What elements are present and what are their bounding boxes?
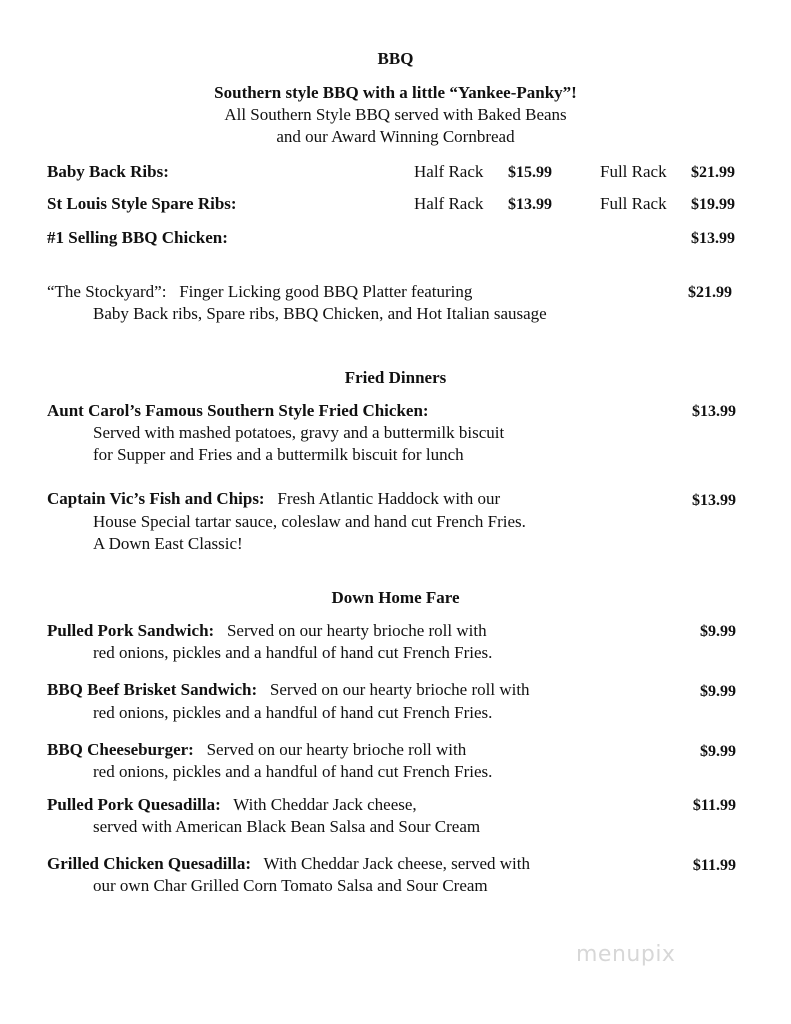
full-rack-price: $21.99 [691, 164, 735, 181]
menupix-watermark: menupix [576, 942, 676, 967]
half-rack-label: Half Rack [414, 194, 484, 213]
item-name: BBQ Beef Brisket Sandwich: [47, 680, 258, 699]
item-line1 [47, 489, 500, 509]
bbq-description-line2: and our Award Winning Cornbread [276, 127, 515, 146]
bbq-tagline: Southern style BBQ with a little “Yankee-Panky”! [214, 83, 577, 102]
item-name: St Louis Style Spare Ribs: [47, 194, 237, 213]
item-name: Captain Vic’s Fish and Chips: [47, 489, 265, 508]
section-title-down-home-fare: Down Home Fare [331, 588, 460, 607]
item-description-line2: our own Char Grilled Corn Tomato Salsa and Sour Cream [93, 876, 488, 895]
item-price: $9.99 [700, 623, 736, 640]
half-rack-label: Half Rack [414, 162, 484, 181]
half-rack-price: $15.99 [508, 164, 552, 181]
section-title-fried-dinners: Fried Dinners [344, 368, 447, 387]
item-price: $11.99 [692, 857, 736, 874]
item-description-line1: Served with mashed potatoes, gravy and a buttermilk biscuit [93, 423, 505, 442]
bbq-description-line1: All Southern Style BBQ served with Baked Beans [224, 105, 567, 124]
item-price: $13.99 [692, 492, 736, 509]
item-line1 [47, 795, 417, 815]
item-line1 [47, 621, 487, 641]
item-description-line2: Baby Back ribs, Spare ribs, BBQ Chicken, and Hot Italian sausage [93, 304, 547, 323]
section-title-bbq: BBQ [377, 49, 414, 68]
item-name: Pulled Pork Quesadilla: [47, 795, 221, 814]
item-description-line2: red onions, pickles and a handful of hand cut French Fries. [93, 643, 493, 662]
item-description-line2: House Special tartar sauce, coleslaw and hand cut French Fries. [93, 512, 526, 531]
item-name: Grilled Chicken Quesadilla: [47, 854, 252, 873]
item-description-line1: Served on our hearty brioche roll with [226, 621, 487, 640]
item-line1 [47, 854, 530, 874]
full-rack-label: Full Rack [600, 162, 667, 181]
item-description-line2: red onions, pickles and a handful of hand cut French Fries. [93, 762, 493, 781]
item-line1 [47, 282, 472, 302]
item-description-line2: for Supper and Fries and a buttermilk biscuit for lunch [93, 445, 464, 464]
item-price: $9.99 [700, 743, 736, 760]
full-rack-price: $19.99 [691, 196, 735, 213]
item-price: $21.99 [688, 284, 732, 301]
item-description-line1: Fresh Atlantic Haddock with our [277, 489, 501, 508]
item-description-line1: Served on our hearty brioche roll with [269, 680, 530, 699]
item-name: Pulled Pork Sandwich: [47, 621, 215, 640]
item-name: BBQ Cheeseburger: [47, 740, 194, 759]
item-description-line3: A Down East Classic! [93, 534, 243, 553]
item-line1 [47, 680, 530, 700]
item-name: Aunt Carol’s Famous Southern Style Fried Chicken: [47, 401, 429, 420]
item-line1 [47, 740, 466, 760]
item-name: Baby Back Ribs: [47, 162, 169, 181]
item-description-line1: With Cheddar Jack cheese, [233, 795, 417, 814]
full-rack-label: Full Rack [600, 194, 667, 213]
item-description-line1: Finger Licking good BBQ Platter featuring [179, 282, 473, 301]
item-price: $11.99 [692, 797, 736, 814]
item-price: $9.99 [700, 683, 736, 700]
item-price: $13.99 [692, 403, 736, 420]
item-description-line2: red onions, pickles and a handful of hand cut French Fries. [93, 703, 493, 722]
half-rack-price: $13.99 [508, 196, 552, 213]
item-name: “The Stockyard”: [47, 282, 167, 301]
item-description-line1: With Cheddar Jack cheese, served with [263, 854, 530, 873]
item-price: $13.99 [691, 230, 735, 247]
item-description-line2: served with American Black Bean Salsa and Sour Cream [93, 817, 481, 836]
item-description-line1: Served on our hearty brioche roll with [206, 740, 467, 759]
item-name: #1 Selling BBQ Chicken: [47, 228, 228, 247]
